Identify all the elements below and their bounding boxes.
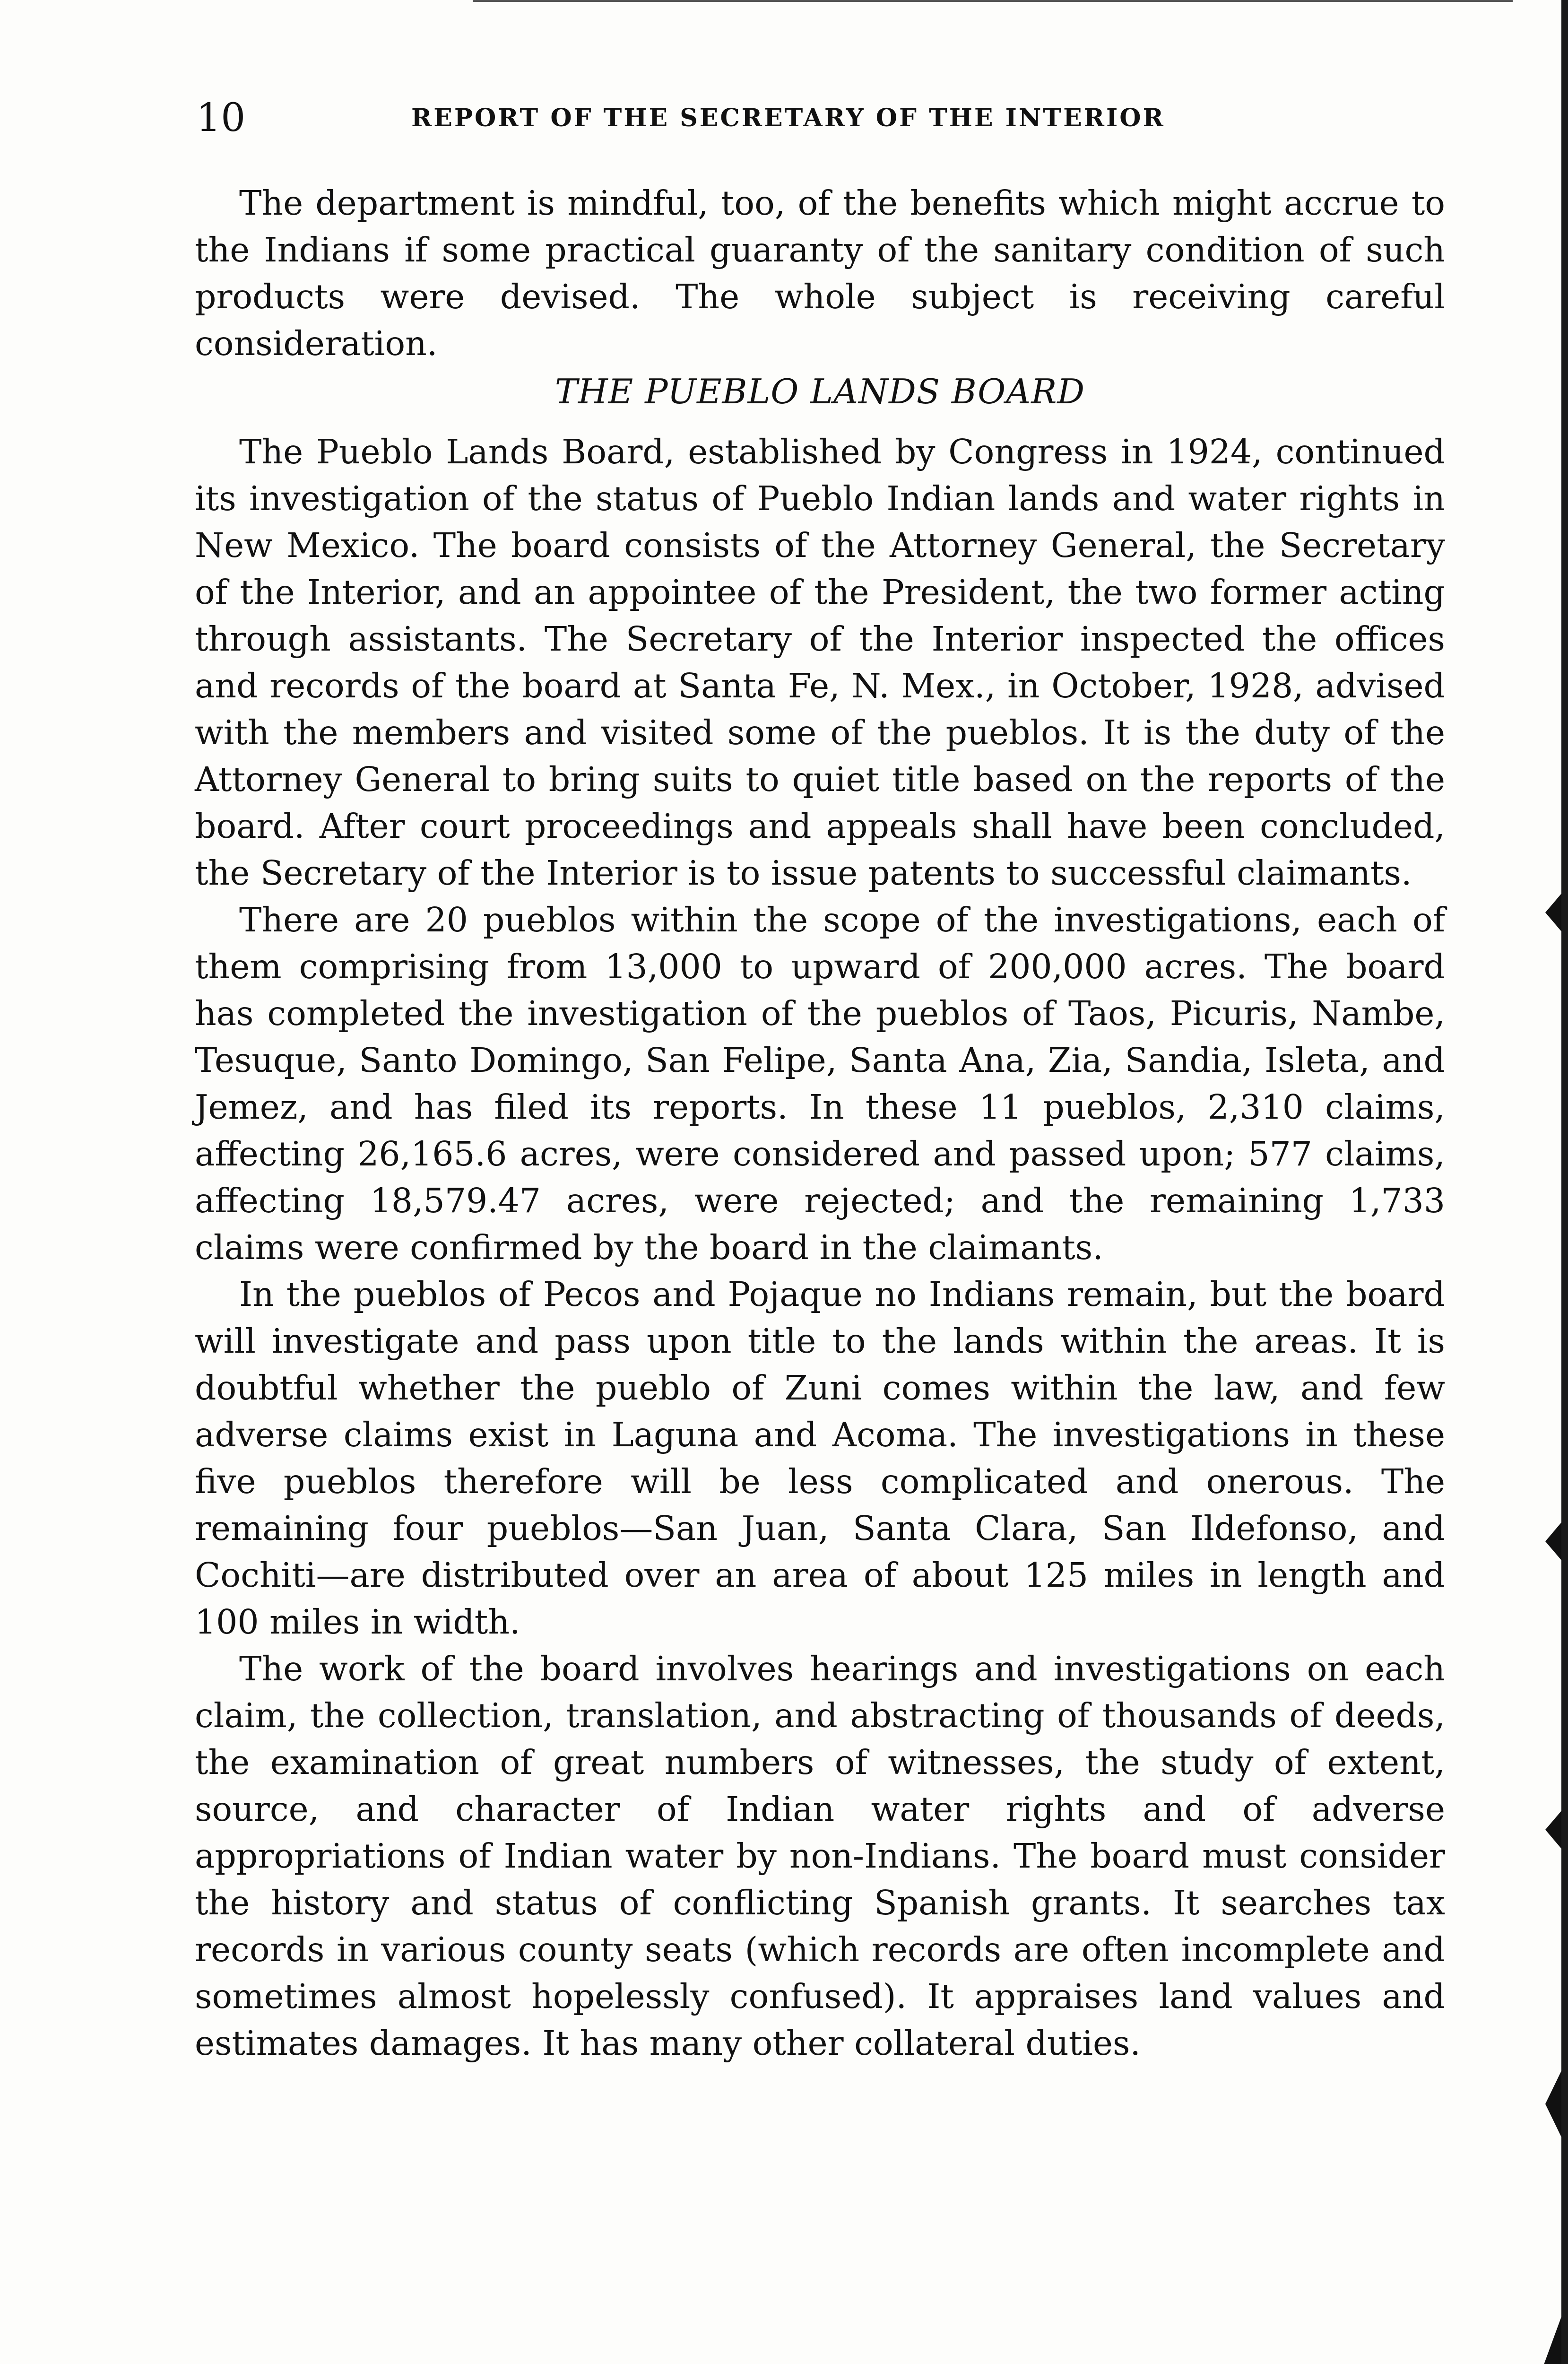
scan-edge-right	[1561, 0, 1568, 2364]
binding-notch	[1545, 2071, 1561, 2137]
binding-notch	[1545, 1522, 1561, 1560]
running-head	[196, 92, 1444, 144]
binding-notch	[1541, 2317, 1561, 2364]
scan-top-rule	[473, 0, 1513, 2]
section-heading: THE PUEBLO LANDS BOARD	[554, 372, 1085, 411]
paragraph: There are 20 pueblos within the scope of the investigations, each of them comprising from 13,000 to upward of 200,000 acres. The board has completed the investigation of the pueblos of Taos, Picuris, Nambe, Tesuque, Santo Domingo, San Felipe, Santa Ana, Zia, Sandia, Isleta, and Jemez, and has filed its reports. In these 11 pueblos, 2,310 claims, affecting 26,165.6 acres, were considered and passed upon; 577 claims, affecting 18,579.47 acres, were rejected; and the remaining 1,733 claims were confirmed by the board in the claimants.	[195, 900, 1445, 1267]
page-number: 10	[196, 96, 246, 140]
running-title: REPORT OF THE SECRETARY OF THE INTERIOR	[411, 104, 1165, 132]
intro-paragraph: The department is mindful, too, of the benefits which might accrue to the Indians if some practical guaranty of the sanitary condition of such products were devised. The whole subject is receiving careful consideration.	[195, 183, 1445, 363]
paragraph: The work of the board involves hearings and investigations on each claim, the collection, translation, and abstracting of thousands of deeds, the examination of great numbers of witnesses, the study of extent, source, and character of Indian water rights and of adverse appropriations of Indian water by non-Indians. The board must consider the history and status of conflicting Spanish grants. It searches tax records in various county seats (which records are often incomplete and sometimes almost hopelessly confused). It appraises land values and estimates damages. It has many other collateral duties.	[195, 1649, 1445, 2063]
paragraph: In the pueblos of Pecos and Pojaque no Indians remain, but the board will investigate and pass upon title to the lands within the areas. It is doubtful whether the pueblo of Zuni comes within the law, and few adverse claims exist in Laguna and Acoma. The investigations in these five pueblos therefore will be less complicated and onerous. The remaining four pueblos—San Juan, Santa Clara, San Ildefonso, and Cochiti—are distributed over an area of about 125 miles in length and 100 miles in width.	[195, 1275, 1445, 1642]
binding-notch	[1545, 1811, 1561, 1849]
paragraph: The Pueblo Lands Board, established by Congress in 1924, continued its investigation of the status of Pueblo Indian lands and water rights in New Mexico. The board consists of the Attorney General, the Secretary of the Interior, and an appointee of the President, the two former acting through assistants. The Secretary of the Interior inspected the offices and records of the board at Santa Fe, N. Mex., in October, 1928, advised with the members and visited some of the pueblos. It is the duty of the Attorney General to bring suits to quiet title based on the reports of the board. After court proceedings and appeals shall have been concluded, the Secretary of the Interior is to issue patents to successful claimants.	[195, 432, 1445, 893]
body-text	[195, 180, 1445, 2067]
binding-notch	[1545, 894, 1561, 931]
